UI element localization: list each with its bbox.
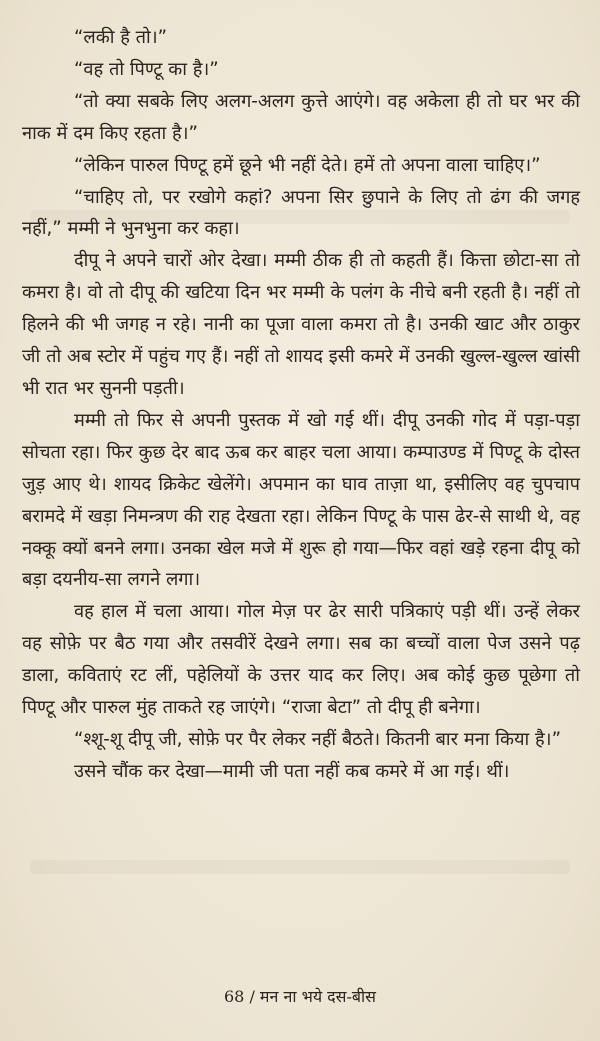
paragraph: “वह तो पिण्टू का है।”: [74, 58, 219, 80]
page-number: 68: [223, 987, 245, 1006]
paragraph: “तो क्या सबके लिए अलग-अलग कुत्ते आएंगे। वह अकेला ही तो घर भर की नाक में दम किए रहता है।”: [22, 90, 580, 144]
paragraph: मम्मी तो फिर से अपनी पुस्तक में खो गई थीं। दीपू उनकी गोद में पड़ा-पड़ा सोचता रहा। फिर कुछ देर बाद ऊब कर बाहर चला आया। कम्पाउण्ड में पिण्टू के दोस्त जुड़ आए थे। शायद क्रिकेट खेलेंगे। अपमान का घाव ताज़ा था, इसीलिए वह चुपचाप बरामदे में खड़ा निमन्त्रण की राह देखता रहा। लेकिन पिण्टू के पास ढेर-से साथी थे, वह नक्कू क्यों बनने लगा। उनका खेल मजे में शुरू हो गया—फिर वहां खड़े रहना दीपू को बड़ा दयनीय-सा लगने लगा।: [22, 409, 580, 591]
book-title: मन ना भये दस-बीस: [259, 987, 376, 1006]
body-text: [22, 22, 580, 788]
paragraph: “चाहिए तो, पर रखोगे कहां? अपना सिर छुपाने के लिए तो ढंग की जगह नहीं,” मम्मी ने भुनभुना कर कहा।: [22, 186, 580, 240]
footer-separator: /: [249, 987, 255, 1006]
show-through-text: [30, 860, 570, 874]
paragraph: “श्शू-शू दीपू जी, सोफ़े पर पैर लेकर नहीं बैठते। कितनी बार मना किया है।”: [74, 728, 561, 750]
paragraph: उसने चौंक कर देखा—मामी जी पता नहीं कब कमरे में आ गई। थीं।: [74, 760, 510, 782]
paragraph: दीपू ने अपने चारों ओर देखा। मम्मी ठीक ही तो कहती हैं। कित्ता छोटा-सा तो कमरा है। वो तो दीपू की खटिया दिन भर मम्मी के पलंग के नीचे बनी रहती है। नहीं तो हिलने की भी जगह न रहे। नानी का पूजा वाला कमरा तो है। उनकी खाट और ठाकुर जी तो अब स्टोर में पहुंच गए हैं। नहीं तो शायद इसी कमरे में उनकी खुल्ल-खुल्ल खांसी भी रात भर सुननी पड़ती।: [22, 250, 580, 399]
page-footer: [0, 985, 600, 1007]
paragraph: “लकी है तो।”: [74, 27, 168, 48]
paragraph: वह हाल में चला आया। गोल मेज़ पर ढेर सारी पत्रिकाएं पड़ी थीं। उन्हें लेकर वह सोफ़े पर बैठ गया और तसवीरें देखने लगा। सब का बच्चों वाला पेज उसने पढ़ डाला, कविताएं रट लीं, पहेलियों के उत्तर याद कर लिए। अब कोई कुछ पूछेगा तो पिण्टू और पारुल मुंह ताकते रह जाएंगे। “राजा बेटा” तो दीपू ही बनेगा।: [22, 601, 580, 719]
paragraph: “लेकिन पारुल पिण्टू हमें छूने भी नहीं देते। हमें तो अपना वाला चाहिए।”: [74, 154, 541, 176]
